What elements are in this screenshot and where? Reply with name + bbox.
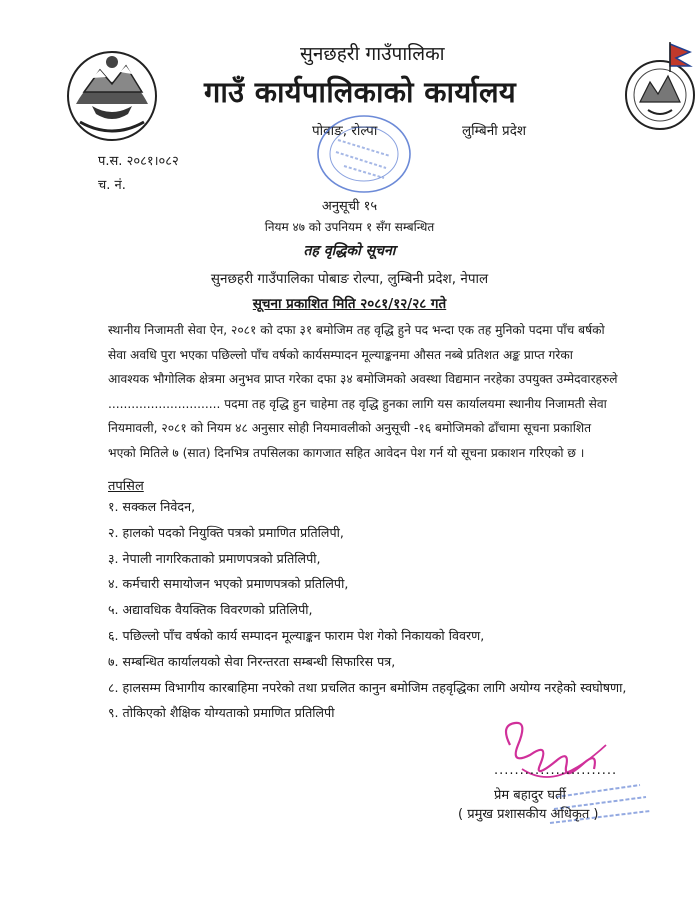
office-subtitle: सुनछहरी गाउँपालिका bbox=[300, 43, 445, 65]
document-list bbox=[108, 494, 626, 726]
signatory-name: प्रेम बहादुर घर्ती bbox=[494, 788, 566, 803]
dispatch-number: च. नं. bbox=[98, 178, 126, 193]
office-address: पोवाङ, रोल्पा bbox=[312, 123, 378, 139]
publication-date: सूचना प्रकाशित मिति २०८१/१२/२८ गते bbox=[252, 296, 447, 312]
body-line: भएको मितिले ७ (सात) दिनभित्र तपसिलका कागजात सहित आवेदन पेश गर्न यो सूचना प्रकाशन गरिएको छ । bbox=[108, 445, 585, 460]
list-item: ७. सम्बन्धित कार्यालयको सेवा निरन्तरता सम्बन्धी सिफारिस पत्र, bbox=[108, 653, 396, 669]
annex-label: अनुसूची १५ bbox=[321, 199, 378, 214]
signature-icon bbox=[470, 705, 690, 855]
reference-number: प.स. २०८१।०८२ bbox=[98, 154, 179, 169]
notice-title: तह वृद्धिको सूचना bbox=[303, 243, 396, 259]
body-line: स्थानीय निजामती सेवा ऐन, २०८१ को दफा ३१ बमोजिम तह वृद्धि हुने पद भन्दा एक तह मुनिको पदमा पाँच बर्षको bbox=[108, 323, 605, 337]
list-item: ३. नेपाली नागरिकताको प्रमाणपत्रको प्रतिलिपी, bbox=[108, 550, 321, 566]
body-line: नियमावली, २०८१ को नियम ४८ अनुसार सोही नियमावलीको अनुसूची -१६ बमोजिमको ढाँचामा सूचना प्रकाशित bbox=[108, 421, 592, 436]
municipality-emblem-icon bbox=[620, 40, 699, 140]
body-line: आवश्यक भौगोलिक क्षेत्रमा अनुभव प्राप्त गरेका दफा ३४ बमोजिमको अवस्था विद्यमान नरहेका उपयुक्त उम्मेदवारहरुले bbox=[108, 372, 618, 387]
signature-line: ........................ bbox=[494, 763, 618, 778]
nepal-emblem-icon bbox=[62, 44, 162, 144]
rule-reference: नियम ४७ को उपनियम १ सँग सम्बन्धित bbox=[264, 220, 435, 234]
list-item: ६. पछिल्लो पाँच वर्षको कार्य सम्पादन मूल्याङ्कन फाराम पेश गेको निकायको विवरण, bbox=[108, 627, 485, 643]
list-item: ५. अद्यावधिक वैयक्तिक विवरणको प्रतिलिपी, bbox=[108, 602, 313, 618]
body-line: सेवा अवधि पुरा भएका पछिल्लो पाँच वर्षको कार्यसम्पादन मूल्याङ्कनमा औसत नब्बे प्रतिशत अङ्क प्राप्त गरेका bbox=[108, 347, 573, 362]
office-province: लुम्बिनी प्रदेश bbox=[462, 123, 527, 139]
body-line: ............................. पदमा तह वृद्धि हुन चाहेमा तह वृद्धि हुनका लागि यस कार्यालयमा स्थानीय निजामती सेवा bbox=[108, 396, 607, 411]
list-item: ८. हालसम्म विभागीय कारबाहिमा नपरेको तथा प्रचलित कानुन बमोजिम तहवृद्धिका लागि अयोग्य नरहेको स्वघोषणा, bbox=[108, 679, 627, 695]
list-item: ४. कर्मचारी समायोजन भएको प्रमाणपत्रको प्रतिलिपी, bbox=[108, 576, 349, 592]
list-item: ९. तोकिएको शैक्षिक योग्यताको प्रमाणित प्रतिलिपी bbox=[108, 705, 335, 721]
tapasil-heading: तपसिल bbox=[108, 479, 144, 494]
office-line: सुनछहरी गाउँपालिका पोबाङ रोल्पा, लुम्बिनी प्रदेश, नेपाल bbox=[210, 271, 489, 287]
list-item: २. हालको पदको नियुक्ति पत्रको प्रमाणित प्रतिलिपी, bbox=[108, 524, 344, 540]
list-item: १. सक्कल निवेदन, bbox=[108, 499, 196, 514]
office-title: गाउँ कार्यपालिकाको कार्यालय bbox=[204, 75, 517, 109]
office-stamp-icon bbox=[314, 112, 414, 196]
notice-body bbox=[108, 318, 692, 466]
signatory-title: ( प्रमुख प्रशासकीय अधिकृत ) bbox=[458, 807, 599, 822]
